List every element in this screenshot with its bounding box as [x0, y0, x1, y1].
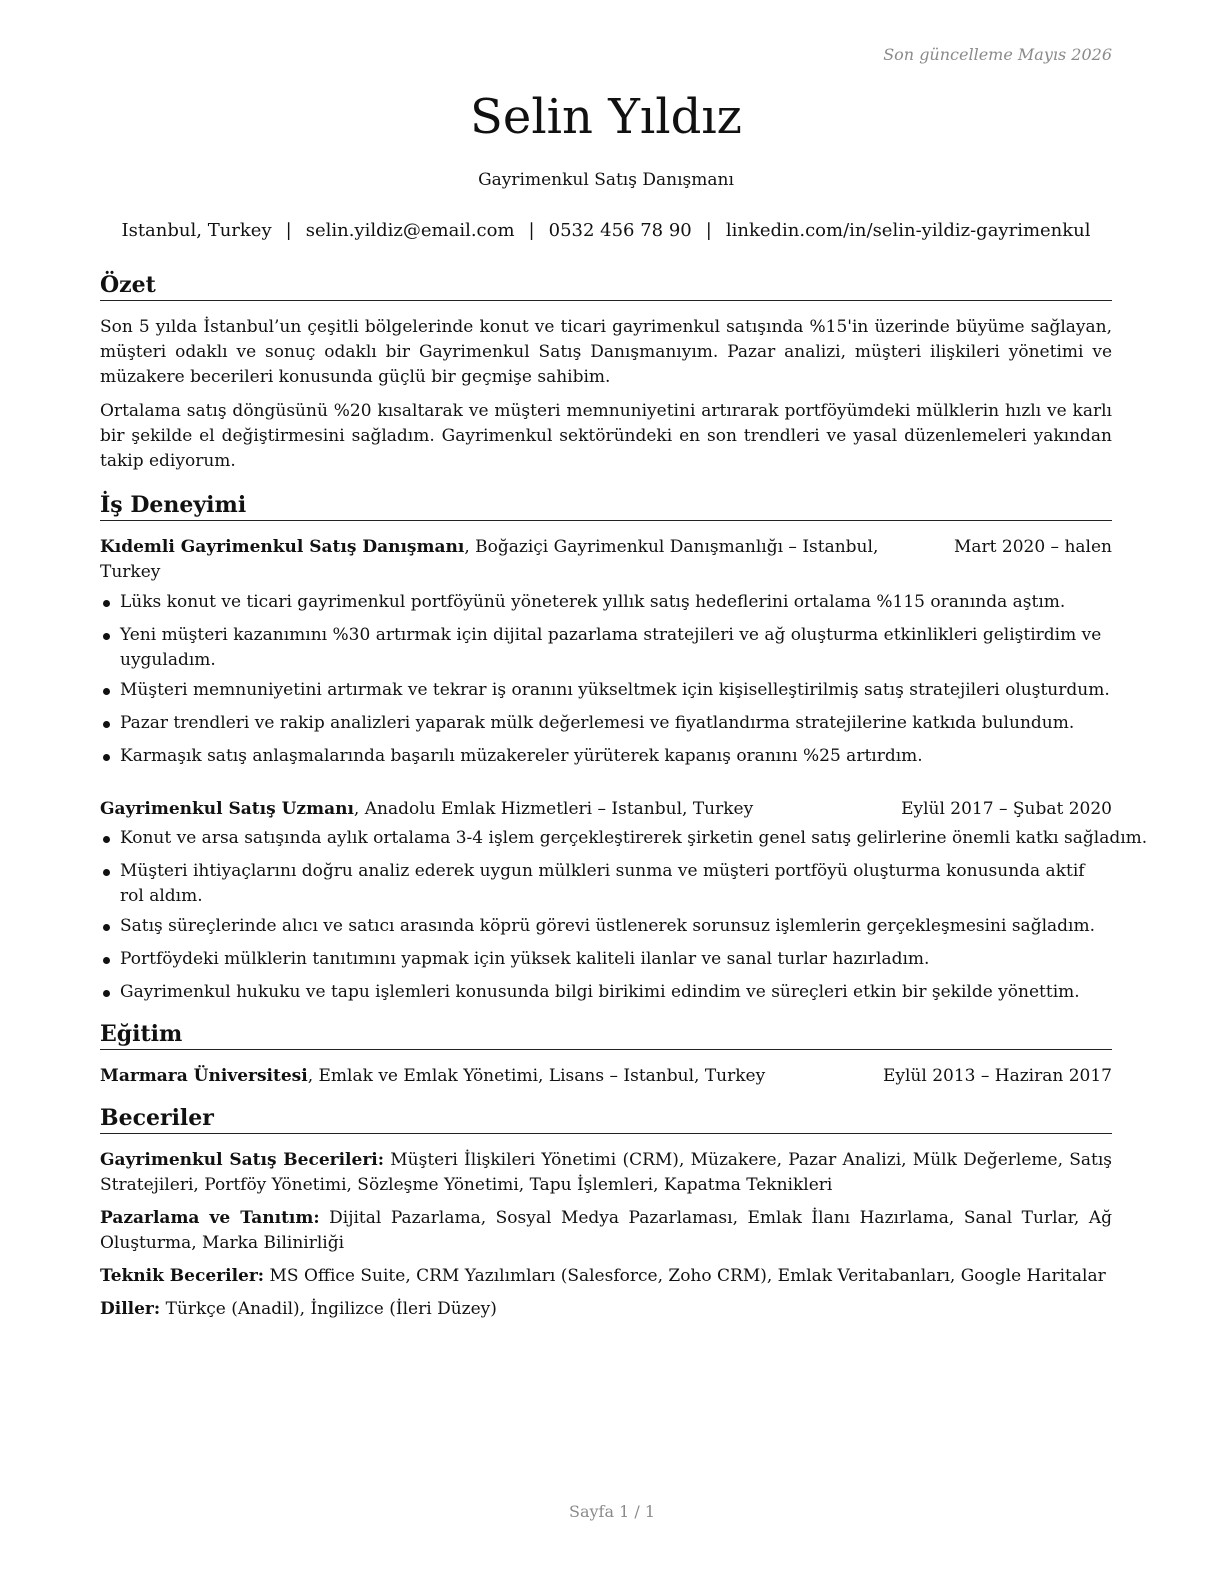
job-bullet: Karmaşık satış anlaşmalarında başarılı müzakereler yürüterek kapanış oranını %25 artırdım. [100, 744, 1112, 769]
education-dates: Eylül 2013 – Haziran 2017 [882, 1066, 1112, 1086]
education-school: Marmara Üniversitesi [100, 1066, 308, 1086]
job-bullet: Konut ve arsa satışında aylık ortalama 3-4 işlem gerçekleştirerek şirketin genel satış gelirlerine önemli katkı sağladım. [100, 826, 1112, 851]
job-role: Gayrimenkul Satış Uzmanı [100, 799, 354, 819]
education-detail: , Emlak ve Emlak Yönetimi, Lisans – Istanbul, Turkey [307, 1066, 766, 1086]
job-bullet: Yeni müşteri kazanımını %30 artırmak için dijital pazarlama stratejileri ve ağ oluşturma etkinlikleri geliştirdim ve uyguladım. [100, 623, 1112, 673]
contact-location: Istanbul, Turkey [121, 220, 272, 241]
skill-group [100, 1297, 1112, 1322]
contact-linkedin[interactable]: linkedin.com/in/selin-yildiz-gayrimenkul [725, 220, 1091, 241]
education-heading: Eğitim [100, 1019, 1112, 1050]
education-line [100, 1064, 883, 1089]
job-company: , Anadolu Emlak Hizmetleri – Istanbul, Turkey [353, 799, 754, 819]
job-dates: Mart 2020 – halen [953, 537, 1112, 557]
job-title-line [100, 797, 901, 822]
job-bullets [100, 590, 1112, 769]
job-bullet: Portföydeki mülklerin tanıtımını yapmak için yüksek kaliteli ilanlar ve sanal turlar hazırladım. [100, 947, 1112, 972]
education-entry [100, 1064, 1112, 1089]
skill-label: Pazarlama ve Tanıtım: [100, 1208, 320, 1228]
contact-separator: | [705, 220, 712, 241]
job-dates: Eylül 2017 – Şubat 2020 [901, 799, 1112, 819]
skill-items: Müşteri İlişkileri Yönetimi (CRM), Müzakere, Pazar Analizi, Mülk Değerleme, Satış Stratejileri, Portföy Yönetimi, Sözleşme Yönetimi, Tapu İşlemleri, Kapatma Teknikleri [100, 1150, 1112, 1195]
summary-heading: Özet [100, 270, 1112, 301]
contact-line [100, 218, 1112, 244]
skill-items: MS Office Suite, CRM Yazılımları (Salesforce, Zoho CRM), Emlak Veritabanları, Google Haritalar [264, 1266, 1106, 1286]
job-bullet: Müşteri memnuniyetini artırmak ve tekrar iş oranını yükseltmek için kişiselleştirilmiş satış stratejileri oluşturdum. [100, 678, 1112, 703]
summary-paragraph: Son 5 yılda İstanbul’un çeşitli bölgelerinde konut ve ticari gayrimenkul satışında %15'in üzerinde büyüme sağlayan, müşteri odaklı ve sonuç odaklı bir Gayrimenkul Satış Danışmanıyım. Pazar analizi, müşteri ilişkileri yönetimi ve müzakere becerileri konusunda güçlü bir geçmişe sahibim. [100, 317, 1112, 387]
page-number: Sayfa 1 / 1 [568, 1502, 655, 1521]
contact-separator: | [528, 220, 535, 241]
job-bullet: Gayrimenkul hukuku ve tapu işlemleri konusunda bilgi birikimi edindim ve süreçleri etkin bir şekilde yönettim. [100, 980, 1112, 1005]
contact-email[interactable]: selin.yildiz@email.com [305, 220, 515, 241]
job-header [100, 797, 1112, 822]
job-entry [100, 535, 1112, 769]
skill-items: Türkçe (Anadil), İngilizce (İleri Düzey) [160, 1299, 497, 1319]
contact-phone: 0532 456 78 90 [548, 220, 692, 241]
skill-label: Diller: [100, 1299, 161, 1319]
job-header [100, 535, 1112, 585]
job-company: , Boğaziçi Gayrimenkul Danışmanlığı – Istanbul, Turkey [100, 537, 879, 582]
skill-group [100, 1148, 1112, 1198]
skills-heading: Beceriler [100, 1103, 1112, 1134]
job-bullet: Satış süreçlerinde alıcı ve satıcı arasında köprü görevi üstlenerek sorunsuz işlemlerin gerçekleşmesini sağladım. [100, 914, 1112, 939]
skill-group [100, 1264, 1112, 1289]
candidate-name: Selin Yıldız [470, 89, 742, 145]
job-bullet: Pazar trendleri ve rakip analizleri yaparak mülk değerlemesi ve fiyatlandırma stratejilerine katkıda bulundum. [100, 711, 1112, 736]
job-bullets [100, 826, 1148, 1005]
job-role: Kıdemli Gayrimenkul Satış Danışmanı [100, 537, 465, 557]
job-bullet: Lüks konut ve ticari gayrimenkul portföyünü yöneterek yıllık satış hedeflerini ortalama %115 oranında aştım. [100, 590, 1112, 615]
contact-separator: | [285, 220, 292, 241]
candidate-title: Gayrimenkul Satış Danışmanı [478, 170, 734, 190]
summary-paragraph: Ortalama satış döngüsünü %20 kısaltarak ve müşteri memnuniyetini artırarak portföyümdeki mülklerin hızlı ve karlı bir şekilde el değiştirmesini sağladım. Gayrimenkul sektöründeki en son trendleri ve yasal düzenlemeleri yakından takip ediyorum. [100, 401, 1112, 471]
experience-heading: İş Deneyimi [100, 490, 1112, 521]
skill-label: Gayrimenkul Satış Becerileri: [100, 1150, 385, 1170]
resume-content [100, 270, 1148, 1322]
job-entry [100, 797, 1148, 1005]
last-updated: Son güncelleme Mayıs 2026 [883, 45, 1112, 64]
skill-items: Dijital Pazarlama, Sosyal Medya Pazarlaması, Emlak İlanı Hazırlama, Sanal Turlar, Ağ Oluşturma, Marka Bilinirliği [100, 1208, 1112, 1253]
job-bullet: Müşteri ihtiyaçlarını doğru analiz ederek uygun mülkleri sunma ve müşteri portföyü oluşturma konusunda aktif rol aldım. [100, 859, 1112, 909]
skill-group [100, 1206, 1112, 1256]
job-title-line [100, 535, 954, 585]
skill-label: Teknik Beceriler: [100, 1266, 265, 1286]
